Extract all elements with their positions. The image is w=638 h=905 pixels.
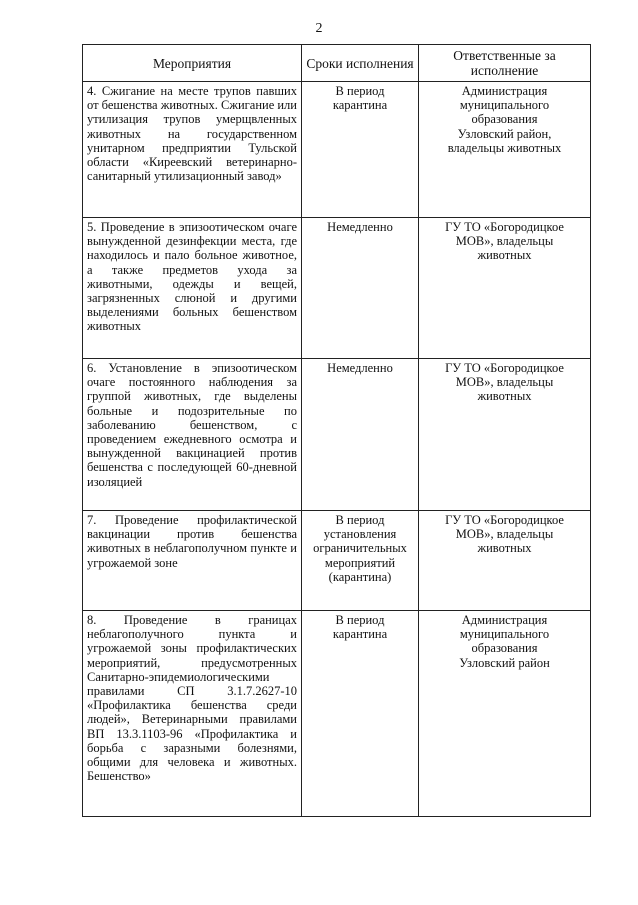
table-row [83, 611, 591, 817]
header-deadline: Сроки исполнения [302, 45, 419, 82]
responsible-cell: ГУ ТО «Богородицкое МОВ», владельцы животных [419, 218, 591, 359]
responsible-cell: ГУ ТО «Богородицкое МОВ», владельцы животных [419, 511, 591, 611]
header-measure: Мероприятия [83, 45, 302, 82]
deadline-cell: В период установления ограничительных мероприятий (карантина) [302, 511, 419, 611]
deadline-cell: Немедленно [302, 359, 419, 511]
table-row [83, 218, 591, 359]
measure-cell: 4. Сжигание на месте трупов павших от бешенства животных. Сжигание или утилизация трупов умерщвленных животных на государственном унитарном предприятии Тульской области «Киреевский ветеринарно-санитарный утилизационный завод» [83, 82, 302, 218]
measure-cell: 5. Проведение в эпизоотическом очаге вынужденной дезинфекции места, где находилось и пало больное животное, а также предметов ухода за животными, одежды и вещей, загрязненных слюной и другими выделениями больных бешенством животных [83, 218, 302, 359]
deadline-cell: В период карантина [302, 611, 419, 817]
responsible-cell: Администрация муниципального образования Узловский район [419, 611, 591, 817]
deadline-cell: В период карантина [302, 82, 419, 218]
page-number: 2 [315, 21, 323, 36]
measure-cell: 7. Проведение профилактической вакцинации против бешенства животных в неблагополучном пункте и угрожаемой зоне [83, 511, 302, 611]
table-row [83, 511, 591, 611]
table-header-row [83, 45, 591, 82]
table-row [83, 82, 591, 218]
responsible-cell: ГУ ТО «Богородицкое МОВ», владельцы животных [419, 359, 591, 511]
responsible-cell: Администрация муниципального образования Узловский район, владельцы животных [419, 82, 591, 218]
measure-cell: 8. Проведение в границах неблагополучного пункта и угрожаемой зоны профилактических мероприятий, предусмотренных Санитарно-эпидемиологическими правилами СП 3.1.7.2627-10 «Профилактика бешенства среди людей», Ветеринарными правилами ВП 13.3.1103-96 «Профилактика и борьба с заразными болезнями, общими для человека и животных. Бешенство» [83, 611, 302, 817]
measures-table [82, 44, 591, 817]
measure-cell: 6. Установление в эпизоотическом очаге постоянного наблюдения за группой животных, где выделены больные и подозрительные по заболеванию бешенством, с проведением ежедневного осмотра и вынужденной вакцинацией против бешенства с последующей 60-дневной изоляцией [83, 359, 302, 511]
deadline-cell: Немедленно [302, 218, 419, 359]
table-row [83, 359, 591, 511]
header-responsible: Ответственные за исполнение [419, 45, 591, 82]
